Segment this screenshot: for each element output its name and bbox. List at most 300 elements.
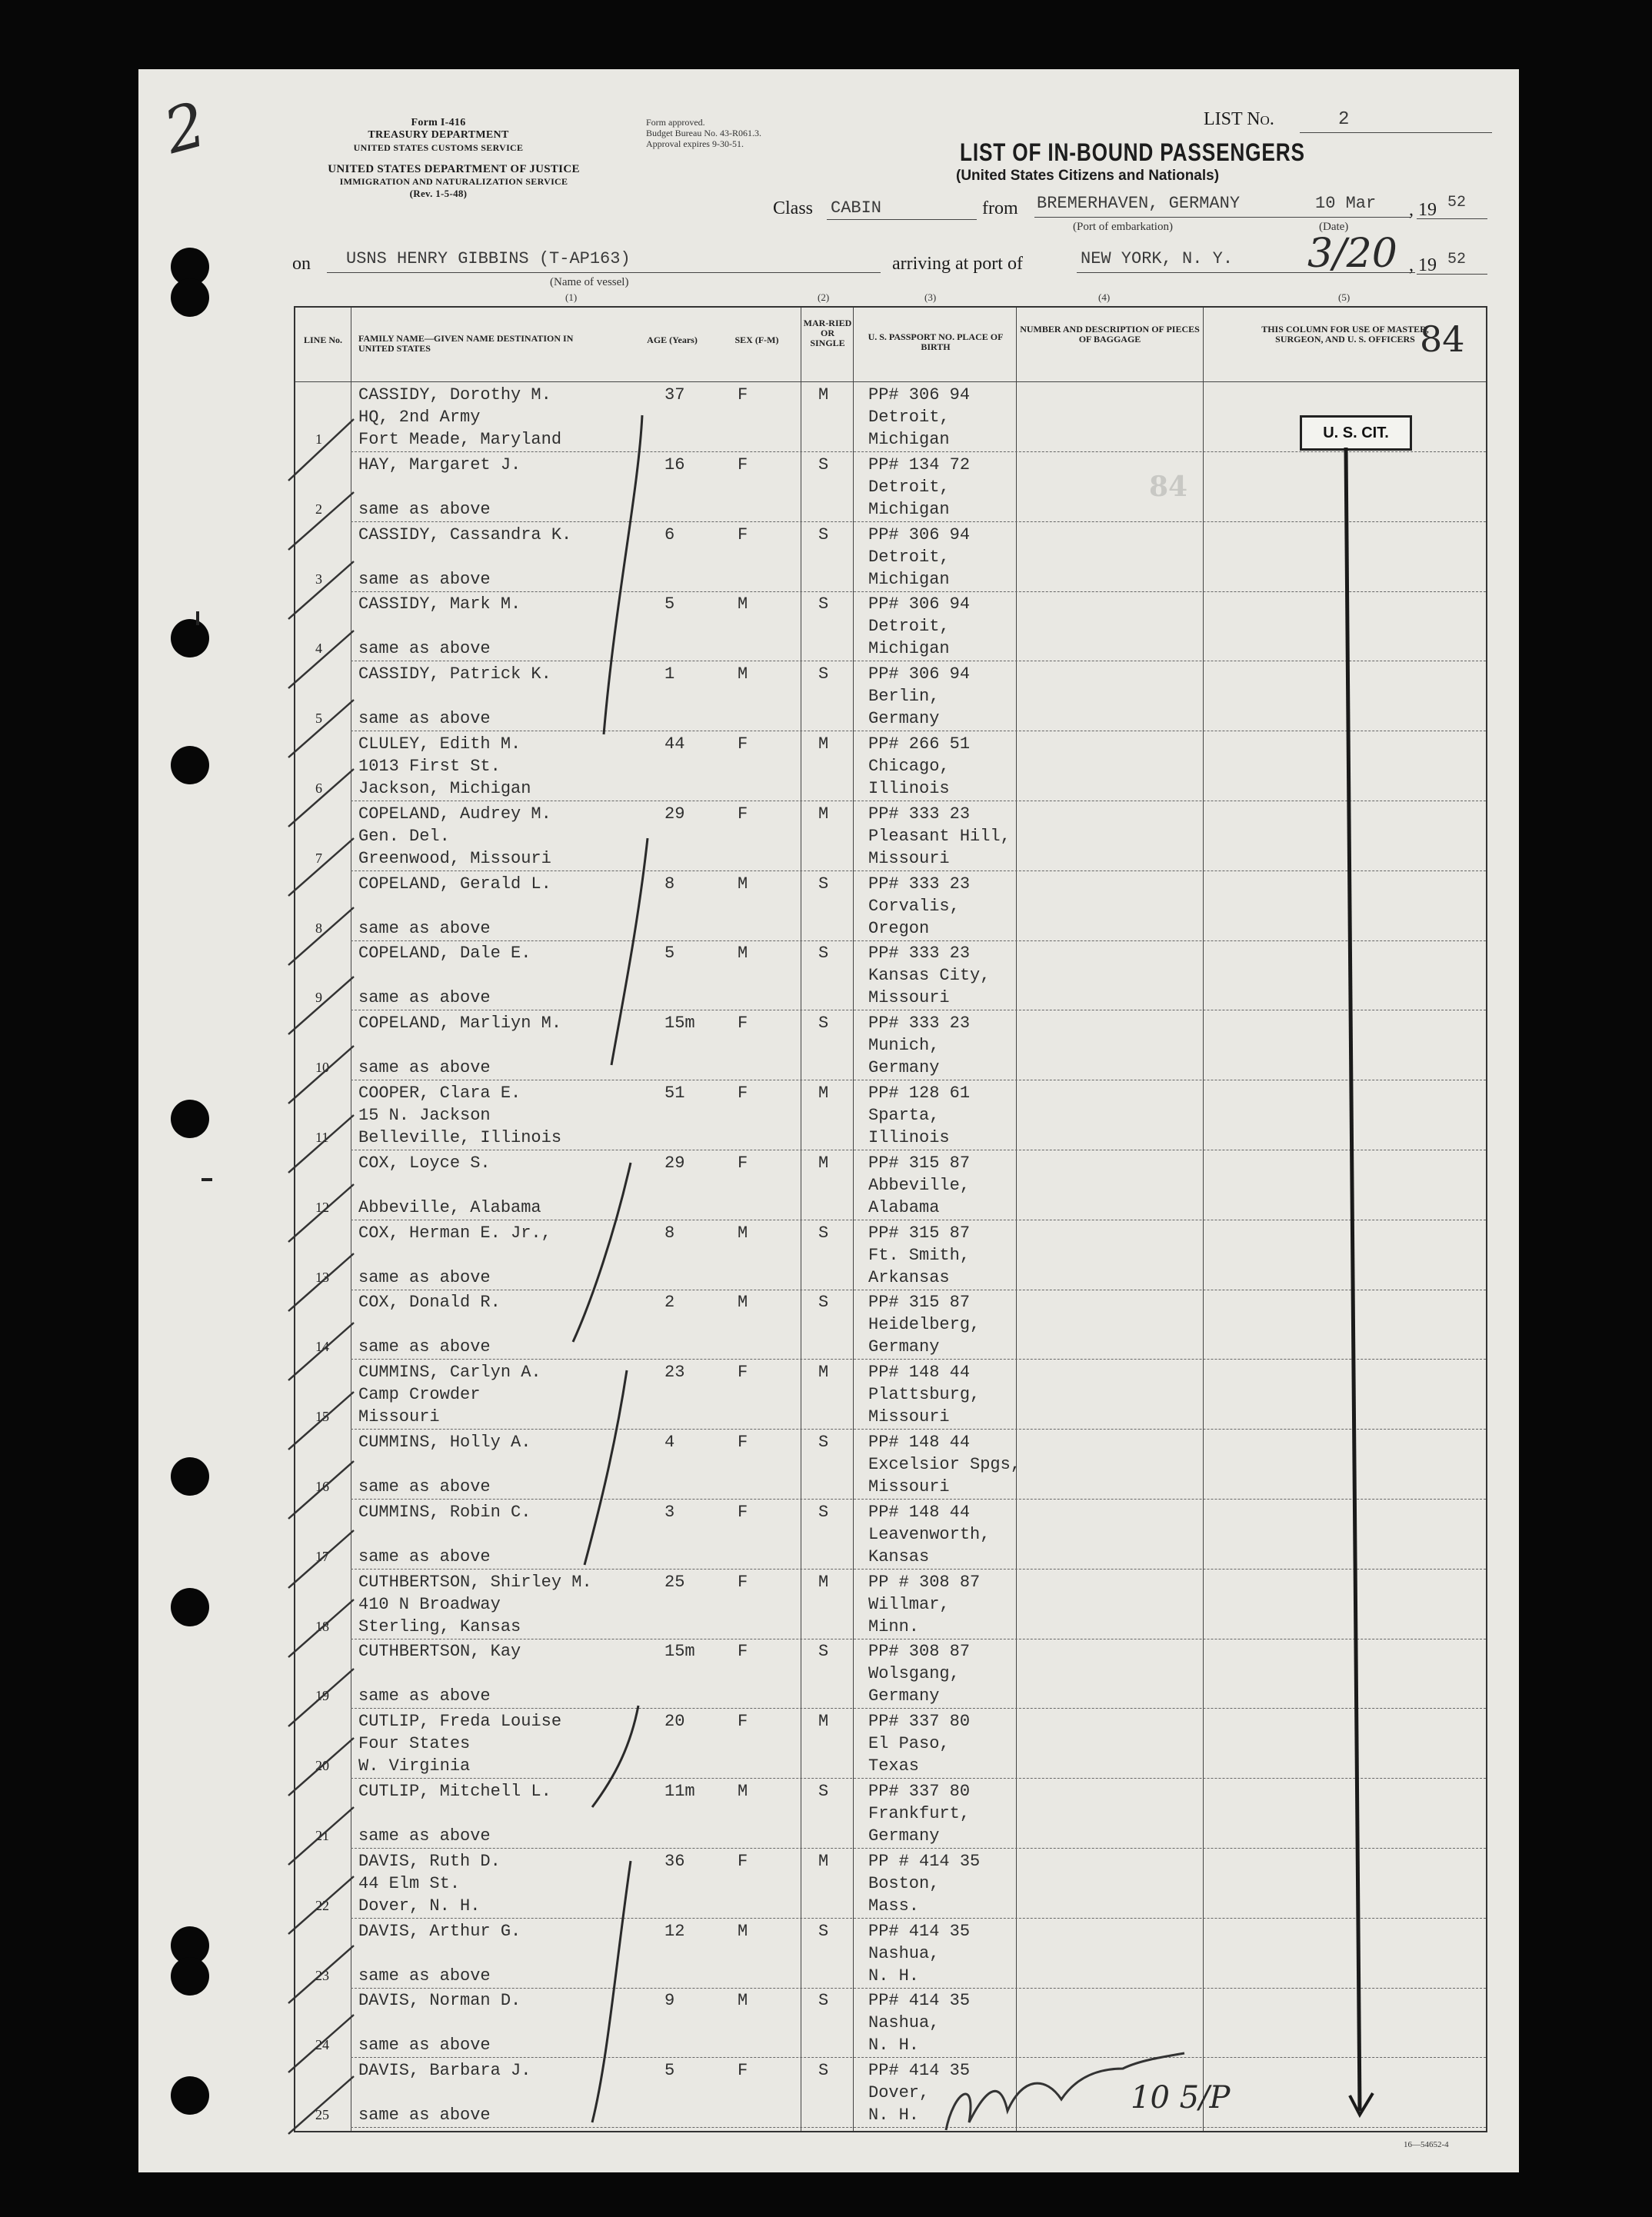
place-of-birth-1: Frankfurt, — [868, 1804, 971, 1823]
passenger-name: COPELAND, Marliyn M. — [358, 1014, 562, 1034]
passenger-name: COPELAND, Audrey M. — [358, 804, 551, 824]
us-citizen-stamp: U. S. CIT. — [1300, 415, 1412, 451]
marital-status: S — [818, 1223, 829, 1243]
line-number: 10 — [315, 1060, 329, 1076]
age: 15m — [664, 1642, 695, 1662]
table-row — [295, 1919, 1486, 1989]
table-row — [295, 452, 1486, 522]
passport-number: PP# 306 94 — [868, 664, 971, 684]
margin-mark — [202, 1178, 212, 1181]
binder-hole — [171, 1957, 209, 1996]
destination-line-2: same as above — [358, 1546, 491, 1566]
place-of-birth-2: Missouri — [868, 988, 950, 1008]
footer-code: 16—54652-4 — [1404, 2140, 1449, 2149]
col-name-header: FAMILY NAME—GIVEN NAME DESTINATION IN UNITED STATES — [358, 333, 574, 354]
passport-number: PP# 306 94 — [868, 594, 971, 614]
age: 1 — [664, 664, 675, 684]
sex: F — [738, 1084, 748, 1103]
margin-mark — [196, 611, 199, 625]
destination-line-2: Greenwood, Missouri — [358, 848, 551, 868]
place-of-birth-1: Leavenworth, — [868, 1524, 991, 1544]
sex: F — [738, 524, 748, 544]
place-of-birth-2: Missouri — [868, 1407, 950, 1427]
marital-status: S — [818, 524, 829, 544]
col-age-header: AGE (Years) — [647, 335, 698, 345]
embarkation-year: 52 — [1447, 194, 1467, 211]
port-caption: (Port of embarkation) — [1073, 221, 1173, 233]
destination-line-1: 15 N. Jackson — [358, 1106, 491, 1125]
col-sex-header: SEX (F-M) — [734, 335, 779, 345]
destination-line-1: Gen. Del. — [358, 826, 450, 846]
date-caption: (Date) — [1319, 221, 1349, 233]
place-of-birth-2: Michigan — [868, 639, 950, 659]
line-number: 11 — [315, 1130, 329, 1145]
year-prefix-2: , 19 — [1409, 255, 1437, 275]
line-number: 13 — [315, 1269, 329, 1285]
vessel-caption: (Name of vessel) — [550, 276, 629, 288]
destination-line-2: same as above — [358, 1966, 491, 1986]
passenger-name: DAVIS, Norman D. — [358, 1991, 521, 2011]
passport-number: PP# 306 94 — [868, 385, 971, 404]
table-row — [295, 801, 1486, 871]
passport-number: PP# 148 44 — [868, 1433, 971, 1452]
passenger-name: CUTLIP, Freda Louise — [358, 1712, 562, 1732]
binder-hole — [171, 746, 209, 784]
row-divider — [351, 2127, 1486, 2128]
table-row — [295, 1709, 1486, 1779]
faded-number: 84 — [1149, 471, 1188, 503]
line-number: 24 — [315, 2037, 329, 2053]
marital-status: S — [818, 1921, 829, 1941]
passport-number: PP# 306 94 — [868, 524, 971, 544]
place-of-birth-2: Michigan — [868, 569, 950, 589]
table-row — [295, 871, 1486, 941]
page-title: LIST OF IN-BOUND PASSENGERS — [960, 138, 1305, 166]
dept-treasury: TREASURY DEPARTMENT — [368, 129, 509, 141]
marital-status: S — [818, 1642, 829, 1662]
destination-line-2: same as above — [358, 2105, 491, 2125]
destination-line-2: Jackson, Michigan — [358, 779, 531, 798]
destination-line-2: Fort Meade, Maryland — [358, 430, 562, 449]
destination-line-2: same as above — [358, 1267, 491, 1287]
place-of-birth-1: Sparta, — [868, 1106, 940, 1125]
marital-status: M — [818, 734, 829, 754]
sex: F — [738, 1851, 748, 1871]
passenger-name: CUTLIP, Mitchell L. — [358, 1782, 551, 1801]
age: 44 — [664, 734, 685, 754]
year-underline — [1417, 218, 1487, 219]
arrival-port: NEW YORK, N. Y. — [1081, 249, 1234, 268]
passport-number: PP# 134 72 — [868, 454, 971, 474]
binder-hole — [171, 1588, 209, 1626]
marital-status: M — [818, 1153, 829, 1173]
embarkation-date: 10 Mar — [1315, 194, 1377, 213]
class-label: Class — [773, 198, 814, 218]
signature-note: 10 5/P — [1131, 2080, 1231, 2115]
from-label: from — [982, 198, 1018, 218]
dept-justice: UNITED STATES DEPARTMENT OF JUSTICE — [328, 163, 580, 175]
handwritten-corner-number: 2 — [156, 88, 214, 168]
marital-status: S — [818, 2061, 829, 2081]
table-row — [295, 731, 1486, 801]
embarkation-port: BREMERHAVEN, GERMANY — [1037, 194, 1241, 213]
place-of-birth-2: Mass. — [868, 1896, 920, 1916]
passport-number: PP# 333 23 — [868, 804, 971, 824]
destination-line-2: W. Virginia — [358, 1756, 471, 1776]
passenger-name: CASSIDY, Dorothy M. — [358, 385, 551, 404]
place-of-birth-1: Nashua, — [868, 2013, 940, 2033]
line-number: 16 — [315, 1479, 329, 1494]
place-of-birth-2: Minn. — [868, 1616, 920, 1636]
line-number: 4 — [315, 641, 322, 657]
passport-number: PP# 333 23 — [868, 874, 971, 894]
dept-customs: UNITED STATES CUSTOMS SERVICE — [353, 142, 524, 153]
line-number: 23 — [315, 1967, 329, 1983]
marital-status: S — [818, 874, 829, 894]
age: 51 — [664, 1084, 685, 1103]
passenger-name: COPELAND, Gerald L. — [358, 874, 551, 894]
age: 4 — [664, 1433, 675, 1452]
sex: F — [738, 385, 748, 404]
col-passport-header: U. S. PASSPORT NO. PLACE OF BIRTH — [868, 331, 1004, 352]
passport-number: PP # 414 35 — [868, 1851, 981, 1871]
place-of-birth-2: Alabama — [868, 1197, 940, 1217]
sex: F — [738, 1712, 748, 1732]
age: 9 — [664, 1991, 675, 2011]
age: 11m — [664, 1782, 695, 1801]
passenger-name: COX, Donald R. — [358, 1293, 501, 1313]
age: 5 — [664, 594, 675, 614]
place-of-birth-2: Missouri — [868, 1477, 950, 1496]
place-of-birth-2: N. H. — [868, 2105, 920, 2125]
destination-line-2: same as above — [358, 1477, 491, 1496]
destination-line-2: same as above — [358, 1826, 491, 1846]
marital-status: M — [818, 1851, 829, 1871]
place-of-birth-1: Dover, — [868, 2083, 930, 2103]
sex: F — [738, 734, 748, 754]
place-of-birth-1: Heidelberg, — [868, 1315, 981, 1335]
list-underline — [1300, 132, 1492, 133]
age: 6 — [664, 524, 675, 544]
place-of-birth-2: Texas — [868, 1756, 920, 1776]
passport-number: PP# 337 80 — [868, 1782, 971, 1801]
column-number: (4) — [1098, 291, 1111, 303]
passport-number: PP # 308 87 — [868, 1572, 981, 1592]
passenger-name: CASSIDY, Mark M. — [358, 594, 521, 614]
col-baggage-header: NUMBER AND DESCRIPTION OF PIECES OF BAGGAGE — [1020, 324, 1200, 345]
passenger-name: CUTHBERTSON, Kay — [358, 1642, 521, 1662]
marital-status: S — [818, 944, 829, 964]
place-of-birth-2: Germany — [868, 1337, 940, 1357]
passport-number: PP# 128 61 — [868, 1084, 971, 1103]
sex: F — [738, 454, 748, 474]
place-of-birth-1: El Paso, — [868, 1734, 950, 1754]
table-row — [295, 2058, 1486, 2128]
line-number: 18 — [315, 1618, 329, 1634]
marital-status: S — [818, 1433, 829, 1452]
passport-number: PP# 333 23 — [868, 1014, 971, 1034]
destination-line-2: same as above — [358, 988, 491, 1008]
place-of-birth-2: Michigan — [868, 430, 950, 449]
place-of-birth-1: Berlin, — [868, 687, 940, 707]
place-of-birth-1: Detroit, — [868, 477, 950, 497]
age: 29 — [664, 1153, 685, 1173]
line-number: 22 — [315, 1897, 329, 1913]
passport-number: PP# 315 87 — [868, 1153, 971, 1173]
destination-line-1: 44 Elm St. — [358, 1873, 461, 1893]
place-of-birth-2: Missouri — [868, 848, 950, 868]
sex: F — [738, 1572, 748, 1592]
age: 8 — [664, 874, 675, 894]
line-number: 7 — [315, 850, 322, 866]
list-label: LIST No. — [1204, 109, 1274, 129]
table-row — [295, 591, 1486, 661]
place-of-birth-1: Abbeville, — [868, 1175, 971, 1195]
place-of-birth-1: Pleasant Hill, — [868, 826, 1011, 846]
destination-line-2: Sterling, Kansas — [358, 1616, 521, 1636]
destination-line-2: Abbeville, Alabama — [358, 1197, 541, 1217]
passenger-name: COX, Herman E. Jr., — [358, 1223, 551, 1243]
place-of-birth-1: Chicago, — [868, 757, 950, 776]
place-of-birth-1: Detroit, — [868, 617, 950, 637]
sex: F — [738, 1363, 748, 1383]
class-value: CABIN — [831, 198, 882, 218]
page-subtitle: (United States Citizens and Nationals) — [956, 168, 1220, 184]
year-prefix: , 19 — [1409, 200, 1437, 220]
passenger-name: COOPER, Clara E. — [358, 1084, 521, 1103]
line-number: 2 — [315, 501, 322, 517]
arrival-year-underline — [1417, 274, 1487, 275]
sex: F — [738, 1014, 748, 1034]
sex: F — [738, 804, 748, 824]
marital-status: M — [818, 804, 829, 824]
table-row — [295, 1220, 1486, 1290]
line-number: 25 — [315, 2107, 329, 2123]
form-number: Form I-416 — [411, 117, 466, 128]
marital-status: S — [818, 1014, 829, 1034]
destination-line-2: same as above — [358, 639, 491, 659]
binder-hole — [171, 2076, 209, 2115]
age: 3 — [664, 1502, 675, 1522]
approval-expires: Approval expires 9-30-51. — [646, 138, 744, 149]
marital-status: M — [818, 1712, 829, 1732]
destination-line-2: same as above — [358, 709, 491, 729]
class-underline — [827, 219, 977, 220]
arrival-year: 52 — [1447, 251, 1467, 268]
place-of-birth-2: Illinois — [868, 779, 950, 798]
place-of-birth-1: Corvalis, — [868, 896, 960, 916]
place-of-birth-1: Munich, — [868, 1036, 940, 1056]
page-number-handwritten: 84 — [1420, 318, 1465, 360]
table-row — [295, 1360, 1486, 1430]
sex: M — [738, 944, 748, 964]
destination-line-2: same as above — [358, 1058, 491, 1078]
passenger-name: CASSIDY, Patrick K. — [358, 664, 551, 684]
place-of-birth-1: Kansas City, — [868, 966, 991, 986]
marital-status: S — [818, 1991, 829, 2011]
line-number: 5 — [315, 711, 322, 727]
marital-status: M — [818, 385, 829, 404]
sex: M — [738, 1921, 748, 1941]
passport-number: PP# 315 87 — [868, 1293, 971, 1313]
line-number: 17 — [315, 1548, 329, 1564]
col-officers-header: THIS COLUMN FOR USE OF MASTER, SURGEON, AND U. S. OFFICERS — [1261, 324, 1429, 345]
passenger-name: DAVIS, Arthur G. — [358, 1921, 521, 1941]
passport-number: PP# 414 35 — [868, 2061, 971, 2081]
destination-line-1: HQ, 2nd Army — [358, 408, 481, 427]
destination-line-2: same as above — [358, 918, 491, 938]
place-of-birth-2: Germany — [868, 709, 940, 729]
form-approved: Form approved. — [646, 117, 705, 128]
table-row — [295, 1150, 1486, 1220]
age: 29 — [664, 804, 685, 824]
from-underline — [1034, 217, 1411, 218]
destination-line-2: same as above — [358, 1337, 491, 1357]
passenger-name: COPELAND, Dale E. — [358, 944, 531, 964]
table-row — [295, 1430, 1486, 1500]
place-of-birth-2: Germany — [868, 1826, 940, 1846]
column-number: (2) — [818, 291, 830, 303]
passenger-name: CUMMINS, Carlyn A. — [358, 1363, 541, 1383]
place-of-birth-2: N. H. — [868, 1966, 920, 1986]
marital-status: S — [818, 1782, 829, 1801]
sex: M — [738, 1223, 748, 1243]
age: 25 — [664, 1572, 685, 1592]
table-row — [295, 1570, 1486, 1639]
column-number: (5) — [1338, 291, 1351, 303]
sex: M — [738, 664, 748, 684]
sex: M — [738, 1293, 748, 1313]
line-number: 12 — [315, 1199, 329, 1215]
sex: F — [738, 1642, 748, 1662]
table-row — [295, 1849, 1486, 1919]
destination-line-2: Belleville, Illinois — [358, 1128, 562, 1147]
destination-line-2: Dover, N. H. — [358, 1896, 481, 1916]
passenger-name: CASSIDY, Cassandra K. — [358, 524, 572, 544]
age: 15m — [664, 1014, 695, 1034]
passport-number: PP# 315 87 — [868, 1223, 971, 1243]
marital-status: M — [818, 1363, 829, 1383]
passenger-name: CLULEY, Edith M. — [358, 734, 521, 754]
sex: F — [738, 1502, 748, 1522]
table-row — [295, 522, 1486, 592]
place-of-birth-2: Illinois — [868, 1128, 950, 1147]
passenger-table — [294, 306, 1487, 2132]
passenger-name: DAVIS, Barbara J. — [358, 2061, 531, 2081]
place-of-birth-2: N. H. — [868, 2036, 920, 2056]
age: 20 — [664, 1712, 685, 1732]
age: 12 — [664, 1921, 685, 1941]
passenger-name: DAVIS, Ruth D. — [358, 1851, 501, 1871]
table-row — [295, 661, 1486, 731]
place-of-birth-1: Willmar, — [868, 1594, 950, 1614]
line-number: 9 — [315, 990, 322, 1006]
table-row — [295, 1639, 1486, 1709]
col-married-header: MAR-RIED OR SINGLE — [803, 318, 852, 348]
passport-number: PP# 148 44 — [868, 1502, 971, 1522]
place-of-birth-2: Germany — [868, 1058, 940, 1078]
passenger-name: HAY, Margaret J. — [358, 454, 521, 474]
sex: M — [738, 1991, 748, 2011]
place-of-birth-2: Kansas — [868, 1546, 930, 1566]
budget-bureau: Budget Bureau No. 43-R061.3. — [646, 128, 761, 138]
line-number: 1 — [315, 431, 322, 447]
passport-number: PP# 333 23 — [868, 944, 971, 964]
line-number: 6 — [315, 781, 322, 796]
passport-number: PP# 148 44 — [868, 1363, 971, 1383]
destination-line-1: 410 N Broadway — [358, 1594, 501, 1614]
passport-number: PP# 337 80 — [868, 1712, 971, 1732]
passenger-name: CUTHBERTSON, Shirley M. — [358, 1572, 592, 1592]
place-of-birth-2: Oregon — [868, 918, 930, 938]
line-number: 8 — [315, 920, 322, 936]
passport-number: PP# 414 35 — [868, 1921, 971, 1941]
binder-hole — [171, 1457, 209, 1496]
table-row — [295, 1080, 1486, 1150]
column-number: (1) — [565, 291, 578, 303]
sex: M — [738, 594, 748, 614]
arrival-date-handwritten: 3/20 — [1307, 231, 1397, 277]
marital-status: M — [818, 1084, 829, 1103]
line-number: 15 — [315, 1409, 329, 1425]
place-of-birth-1: Wolsgang, — [868, 1664, 960, 1684]
marital-status: S — [818, 594, 829, 614]
sex: M — [738, 1782, 748, 1801]
destination-line-1: Camp Crowder — [358, 1385, 481, 1405]
place-of-birth-2: Germany — [868, 1686, 940, 1706]
list-number: 2 — [1338, 109, 1350, 130]
age: 37 — [664, 385, 685, 404]
line-number: 14 — [315, 1339, 329, 1355]
place-of-birth-1: Excelsior Spgs, — [868, 1455, 1021, 1474]
marital-status: S — [818, 1293, 829, 1313]
place-of-birth-2: Arkansas — [868, 1267, 950, 1287]
destination-line-1: 1013 First St. — [358, 757, 501, 776]
age: 23 — [664, 1363, 685, 1383]
destination-line-2: same as above — [358, 1686, 491, 1706]
place-of-birth-1: Detroit, — [868, 547, 950, 567]
line-number: 3 — [315, 571, 322, 587]
arriving-label: arriving at port of — [892, 254, 1023, 274]
marital-status: M — [818, 1572, 829, 1592]
sex: F — [738, 2061, 748, 2081]
destination-line-2: Missouri — [358, 1407, 440, 1427]
age: 2 — [664, 1293, 675, 1313]
vessel-underline — [327, 272, 881, 273]
line-number: 19 — [315, 1688, 329, 1704]
vessel-name: USNS HENRY GIBBINS (T-AP163) — [346, 249, 631, 268]
marital-status: S — [818, 454, 829, 474]
place-of-birth-1: Nashua, — [868, 1943, 940, 1963]
table-row — [295, 1779, 1486, 1849]
destination-line-2: same as above — [358, 2036, 491, 2056]
form-revision: (Rev. 1-5-48) — [409, 188, 468, 199]
age: 8 — [664, 1223, 675, 1243]
destination-line-2: same as above — [358, 569, 491, 589]
line-number: 20 — [315, 1758, 329, 1774]
passenger-name: COX, Loyce S. — [358, 1153, 491, 1173]
destination-line-2: same as above — [358, 499, 491, 519]
sex: F — [738, 1153, 748, 1173]
table-row — [295, 1988, 1486, 2058]
table-row — [295, 1290, 1486, 1360]
col-line-header: LINE No. — [303, 335, 342, 345]
passenger-name: CUMMINS, Robin C. — [358, 1502, 531, 1522]
binder-hole — [171, 278, 209, 317]
marital-status: S — [818, 1502, 829, 1522]
binder-hole — [171, 619, 209, 657]
passport-number: PP# 266 51 — [868, 734, 971, 754]
